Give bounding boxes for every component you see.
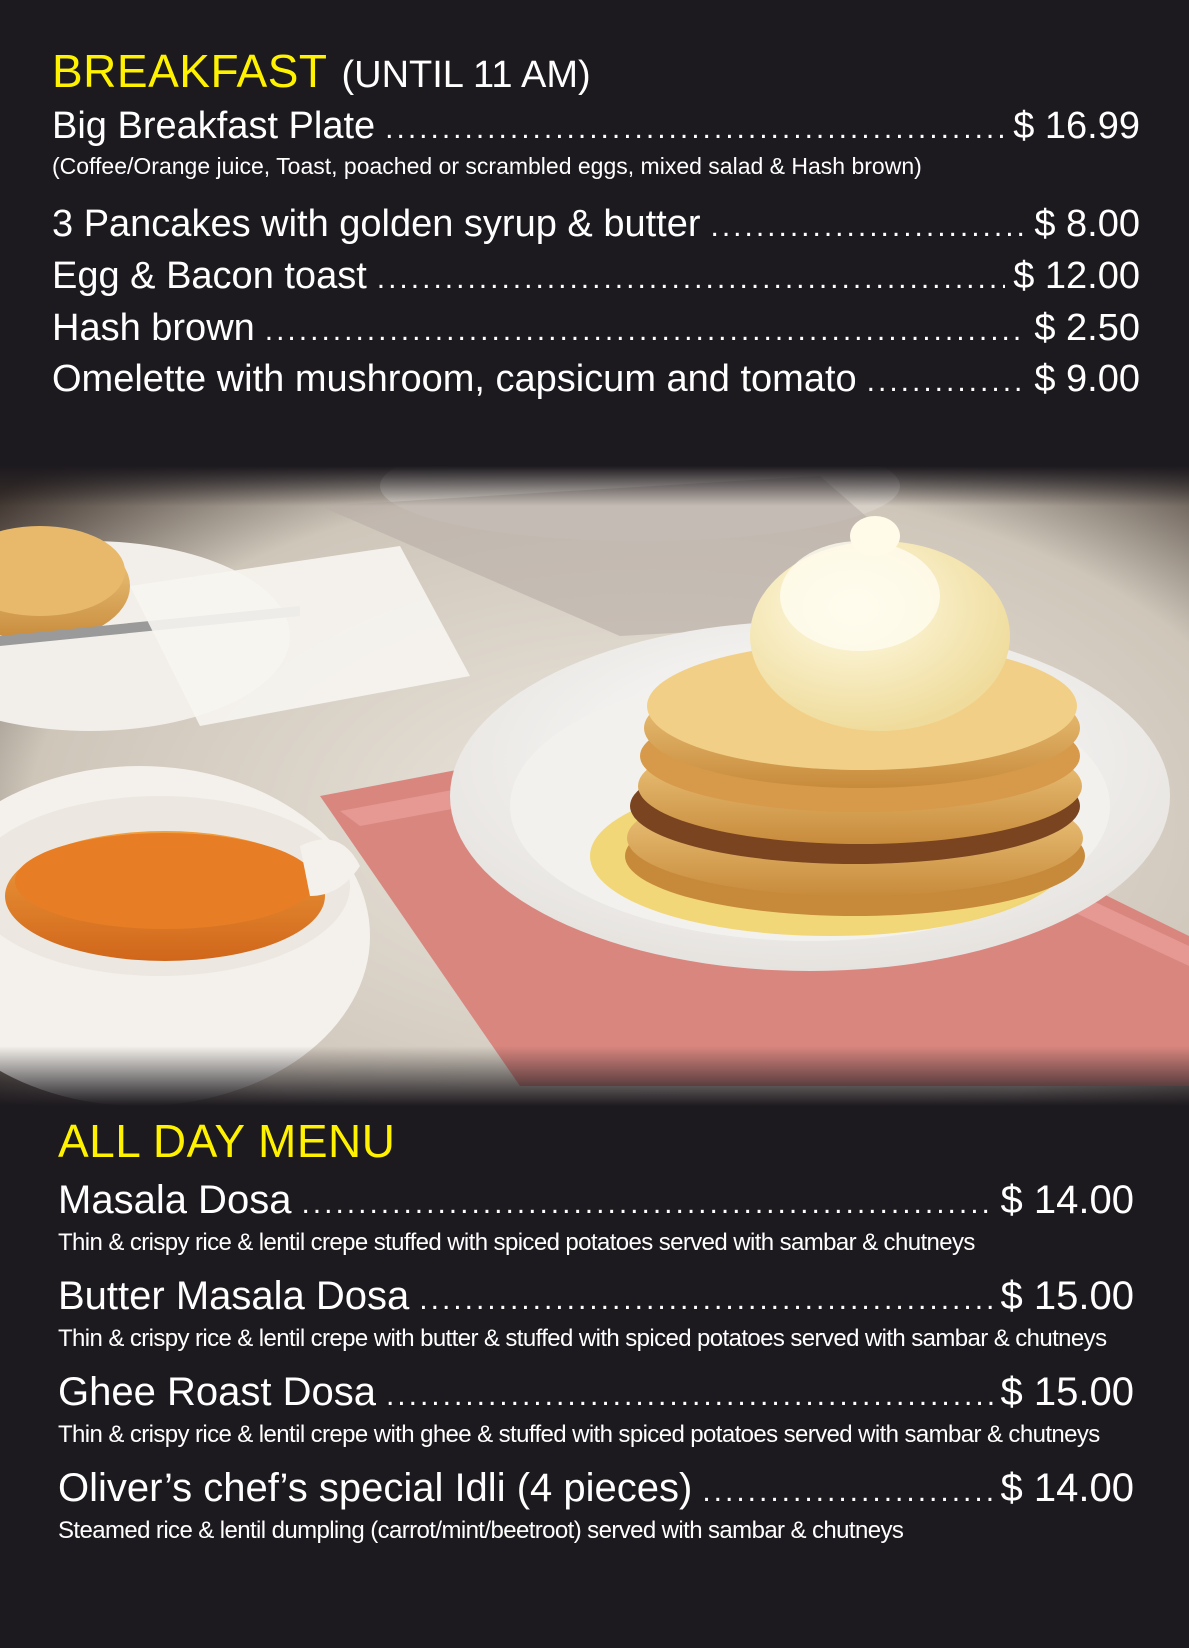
- menu-item-price: $ 12.00: [1013, 254, 1140, 297]
- dot-leader: [702, 1474, 992, 1510]
- menu-item-price: $ 16.99: [1013, 105, 1140, 147]
- menu-item-description: Thin & crispy rice & lentil crepe with ghee & stuffed with spiced potatoes served with sambar & chutneys: [58, 1421, 1100, 1448]
- menu-item-name: Oliver’s chef’s special Idli (4 pieces): [58, 1466, 693, 1510]
- menu-item: [52, 104, 1140, 150]
- menu-item: [58, 1368, 1134, 1416]
- menu-item-price: $ 2.50: [1034, 306, 1140, 349]
- dot-leader: [419, 1282, 992, 1318]
- menu-item-price: $ 8.00: [1034, 203, 1140, 246]
- all-day-heading: [58, 1115, 1134, 1167]
- breakfast-subtitle: (UNTIL 11 AM): [341, 54, 591, 96]
- menu-item-name: Egg & Bacon toast: [52, 254, 367, 297]
- menu-item: [52, 254, 1140, 300]
- menu-item: [52, 306, 1140, 352]
- all-day-title: ALL DAY MENU: [58, 1115, 396, 1167]
- dot-leader: [711, 209, 1027, 245]
- menu-item-description: Thin & crispy rice & lentil crepe stuffed with spiced potatoes served with sambar & chutneys: [58, 1229, 975, 1256]
- menu-item-price: $ 15.00: [1000, 1274, 1134, 1318]
- menu-item-description: Thin & crispy rice & lentil crepe with butter & stuffed with spiced potatoes served with sambar & chutneys: [58, 1325, 1107, 1352]
- menu-item-name: Big Breakfast Plate: [52, 105, 376, 147]
- menu-item-name: Omelette with mushroom, capsicum and tomato: [52, 358, 857, 401]
- menu-item-price: $ 15.00: [1000, 1370, 1134, 1414]
- dot-leader: [265, 313, 1027, 349]
- menu-item: [58, 1464, 1134, 1512]
- menu-item: [52, 357, 1140, 403]
- breakfast-title: BREAKFAST: [52, 45, 328, 97]
- pancake-stack-photo: [0, 466, 1189, 1106]
- dot-leader: [301, 1186, 992, 1222]
- menu-item-name: Ghee Roast Dosa: [58, 1370, 376, 1414]
- menu-item-price: $ 14.00: [1000, 1466, 1134, 1510]
- menu-item-description: Steamed rice & lentil dumpling (carrot/mint/beetroot) served with sambar & chutneys: [58, 1517, 904, 1544]
- menu-item-price: $ 9.00: [1034, 358, 1140, 401]
- menu-item-description: (Coffee/Orange juice, Toast, poached or scrambled eggs, mixed salad & Hash brown): [52, 152, 922, 179]
- all-day-section: [58, 1115, 1134, 1560]
- menu-item-name: 3 Pancakes with golden syrup & butter: [52, 203, 701, 246]
- dot-leader: [377, 261, 1005, 297]
- menu-item: [58, 1176, 1134, 1224]
- menu-item-name: Hash brown: [52, 306, 255, 349]
- menu-item: [58, 1272, 1134, 1320]
- dot-leader: [867, 364, 1027, 400]
- dot-leader: [385, 111, 1005, 147]
- menu-item-price: $ 14.00: [1000, 1178, 1134, 1222]
- dot-leader: [386, 1378, 993, 1414]
- menu-item: [52, 202, 1140, 248]
- menu-item-name: Butter Masala Dosa: [58, 1274, 410, 1318]
- menu-item-name: Masala Dosa: [58, 1178, 292, 1222]
- breakfast-section: [52, 45, 1140, 403]
- pancake-photo-illustration: [0, 466, 1189, 1106]
- breakfast-heading: [52, 45, 1140, 97]
